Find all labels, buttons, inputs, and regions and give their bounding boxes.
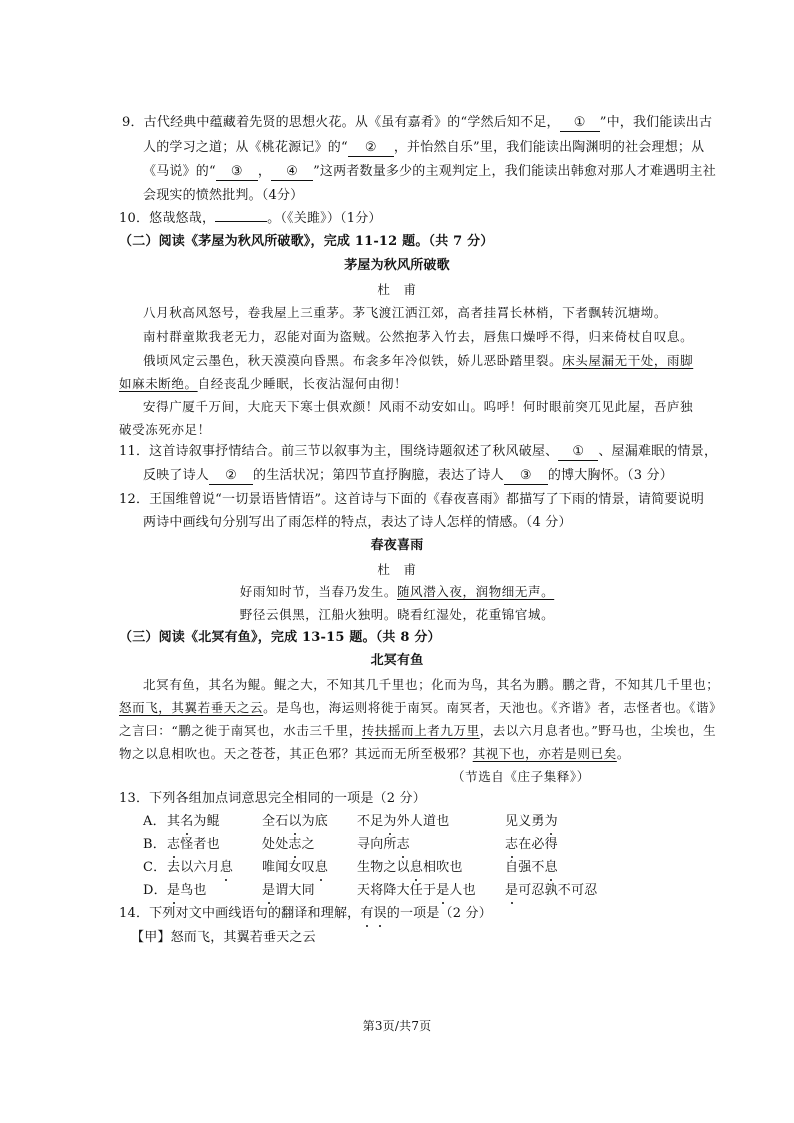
answer-blank[interactable]: ③ (216, 164, 258, 181)
dotted-keyword: 是 (505, 881, 518, 901)
option-label: B． (143, 837, 166, 852)
poem-author: 杜 甫 (377, 282, 417, 297)
answer-blank[interactable]: ② (348, 140, 394, 157)
option-phrase: 全石以为底 (262, 812, 328, 832)
answer-blank[interactable]: ③ (504, 468, 548, 485)
q10-text: 10．悠哉悠哉， (119, 211, 216, 226)
q10-line (119, 209, 382, 229)
answer-blank[interactable]: ② (209, 468, 253, 485)
option-phrase: 见义勇为 (505, 812, 558, 832)
q9-line-4: 会现实的愤然批判。（4分） (143, 188, 304, 203)
q9-text: 《马说》的“ (143, 164, 216, 179)
passage-text: ，去以六月息者也。”野马也，尘埃也，生 (479, 723, 717, 738)
answer-blank[interactable]: ④ (271, 164, 313, 181)
option-phrase: 天将降大任于是人也 (357, 881, 476, 901)
dotted-keyword: 息 (545, 858, 558, 878)
emphasis-char: 误 (374, 904, 387, 924)
dotted-keyword: 志 (167, 835, 180, 855)
poem-title: 春夜喜雨 (370, 538, 424, 553)
passage-text: 。 (616, 746, 630, 761)
q11-text: 的博大胸怀。（3 分） (547, 468, 673, 483)
poem-paragraph (143, 351, 693, 371)
poem-title: 茅屋为秋风所破歌 (344, 258, 450, 273)
q14-item-jia: 【甲】怒而飞，其翼若垂天之云 (131, 930, 316, 945)
q11-line-1 (119, 442, 717, 462)
q9-text: ”这两者数量多少的主观判定上，我们能读出韩愈对那人才难遇明主社 (313, 164, 716, 179)
dotted-keyword: 息 (315, 858, 328, 878)
q9-line-2 (143, 138, 704, 158)
q11-line-2 (143, 466, 673, 486)
passage-text: 之言曰：“鹏之徙于南冥也，水击三千里， (119, 723, 362, 738)
poem-author: 杜 甫 (377, 562, 417, 577)
emphasis-char: 有 (360, 904, 373, 924)
dotted-keyword: 志 (397, 835, 410, 855)
poem-text: 好雨知时节，当春乃发生。 (239, 584, 397, 599)
option-phrase: 其名为鲲 (167, 812, 220, 832)
section-heading: （二）阅读《茅屋为秋风所破歌》，完成 11-12 题。（共 7 分） (119, 234, 494, 249)
q14-stem (119, 904, 492, 924)
option-phrase: 唯闻女叹息 (262, 858, 328, 878)
dotted-keyword: 以 (288, 812, 301, 832)
underlined-sentence: 怒而飞，其翼若垂天之云 (119, 700, 264, 715)
section-heading: （三）阅读《北冥有鱼》，完成 13-15 题。（共 8 分） (119, 630, 441, 645)
passage-text: 。是鸟也，海运则将徙于南冥。南冥者，天池也。《齐谐》者，志怪者也。《谐》 (263, 700, 723, 715)
passage-title: 北冥有鱼 (370, 653, 424, 668)
option-phrase: 生物之以息相吹也 (357, 858, 463, 878)
passage-line (119, 721, 716, 741)
option-phrase: 不足为外人道也 (357, 812, 449, 832)
passage-source: （节选自《庄子集释》） (452, 769, 590, 784)
dotted-keyword: 为 (383, 812, 396, 832)
q11-text: 11．这首诗叙事抒情结合。前三节以叙事为主，围绕诗题叙述了秋风破屋、 (119, 444, 559, 459)
underlined-sentence: 如麻未断绝。 (119, 376, 198, 391)
option-label: D． (143, 883, 167, 898)
q9-line-1 (122, 113, 712, 133)
q12-line-2: 两诗中画线句分别写出了雨怎样的特点，表达了诗人怎样的情感。（4 分） (143, 515, 572, 530)
underlined-sentence: 随风潜入夜，润物细无声。 (397, 584, 555, 599)
q9-text: 人的学习之道；从《桃花源记》的“ (143, 140, 348, 155)
answer-blank[interactable] (215, 221, 267, 222)
poem-paragraph: 安得广厦千万间，大庇天下寒士俱欢颜！风雨不动安如山。呜呼！何时眼前突兀见此屋，吾庐独 (143, 399, 694, 414)
option-phrase: 寻向所志 (357, 835, 410, 855)
q11-text: 、屋漏难眠的情景， (598, 444, 718, 459)
poem-paragraph: 破受冻死亦足！ (119, 422, 211, 437)
dotted-keyword: 名 (180, 812, 193, 832)
q11-text: 的生活状况；第四节直抒胸臆，表达了诗人 (253, 468, 504, 483)
q9-line-3 (143, 162, 716, 182)
option-label: A． (143, 814, 166, 829)
q9-text: 9．古代经典中蕴藏着先贤的思想火花。从《虽有嘉肴》的“学然后知不足， (122, 115, 560, 130)
dotted-keyword: 是 (167, 881, 180, 901)
page-number: 第3页/共7页 (362, 1019, 432, 1033)
answer-blank[interactable]: ① (560, 115, 600, 132)
option-phrase: 自强不息 (505, 858, 558, 878)
option-phrase: 是谓大同 (262, 881, 315, 901)
passage-line: 北冥有鱼，其名为鲲。鲲之大，不知其几千里也；化而为鸟，其名为鹏。鹏之背，不知其几千里也； (143, 677, 720, 692)
poem-line: 野径云俱黑，江船火独明。晓看红湿处，花重锦官城。 (239, 607, 555, 622)
dotted-keyword: 是 (436, 881, 449, 901)
option-phrase: 去以六月息 (167, 858, 233, 878)
dotted-keyword: 息 (410, 858, 423, 878)
option-phrase: 志在必得 (505, 835, 558, 855)
q10-text: 。（《关雎》）（1分） (267, 211, 382, 226)
poem-line (0, 582, 794, 602)
passage-line (119, 744, 630, 764)
underlined-sentence: 床头屋漏无干处，雨脚 (562, 353, 694, 368)
poem-paragraph (119, 374, 407, 394)
dotted-keyword: 志 (288, 835, 301, 855)
option-label: C． (143, 860, 167, 875)
q9-text: ，并怡然自乐”里，我们能读出陶渊明的社会理想；从 (393, 140, 705, 155)
option-phrase: 志怪者也 (167, 835, 220, 855)
q13-stem: 13．下列各组加点词意思完全相同的一项是（2 分） (119, 791, 426, 806)
answer-blank[interactable]: ① (558, 444, 598, 461)
poem-paragraph: 南村群童欺我老无力，忍能对面为盗贼。公然抱茅入竹去，唇焦口燥呼不得，归来倚杖自叹息。 (143, 329, 694, 344)
underlined-sentence: 其视下也，亦若是则已矣 (472, 746, 617, 761)
dotted-keyword: 息 (220, 858, 233, 878)
q14-text: 14．下列对文中画线语句的翻译和理解， (119, 906, 361, 921)
q12-line-1: 12．王国维曾说“一切景语皆情语”。这首诗与下面的《春夜喜雨》都描写了下雨的情景，请简要说明 (119, 492, 705, 507)
dotted-keyword: 是 (262, 881, 275, 901)
option-phrase: 是鸟也 (167, 881, 207, 901)
q9-text: ”中，我们能读出古 (599, 115, 713, 130)
underlined-sentence: 抟扶摇而上者九万里 (361, 723, 480, 738)
passage-line (119, 698, 722, 718)
poem-text: 自经丧乱少睡眠，长夜沾湿何由彻！ (197, 376, 408, 391)
option-phrase: 是可忍孰不可忍 (505, 881, 597, 901)
option-phrase: 处处志之 (262, 835, 315, 855)
poem-paragraph: 八月秋高风怒号，卷我屋上三重茅。茅飞渡江洒江郊，高者挂罥长林梢，下者飘转沉塘坳。 (143, 305, 668, 320)
passage-text: 物之以息相吹也。天之苍苍，其正色邪？其远而无所至极邪？ (119, 746, 473, 761)
q14-text: 的一项是（2 分） (386, 906, 492, 921)
dotted-keyword: 志 (505, 835, 518, 855)
q9-text: ， (257, 164, 272, 179)
poem-text: 俄顷风定云墨色，秋天漠漠向昏黑。布衾多年冷似铁，娇儿恶卧踏里裂。 (143, 353, 563, 368)
dotted-keyword: 为 (545, 812, 558, 832)
q11-text: 反映了诗人 (143, 468, 210, 483)
